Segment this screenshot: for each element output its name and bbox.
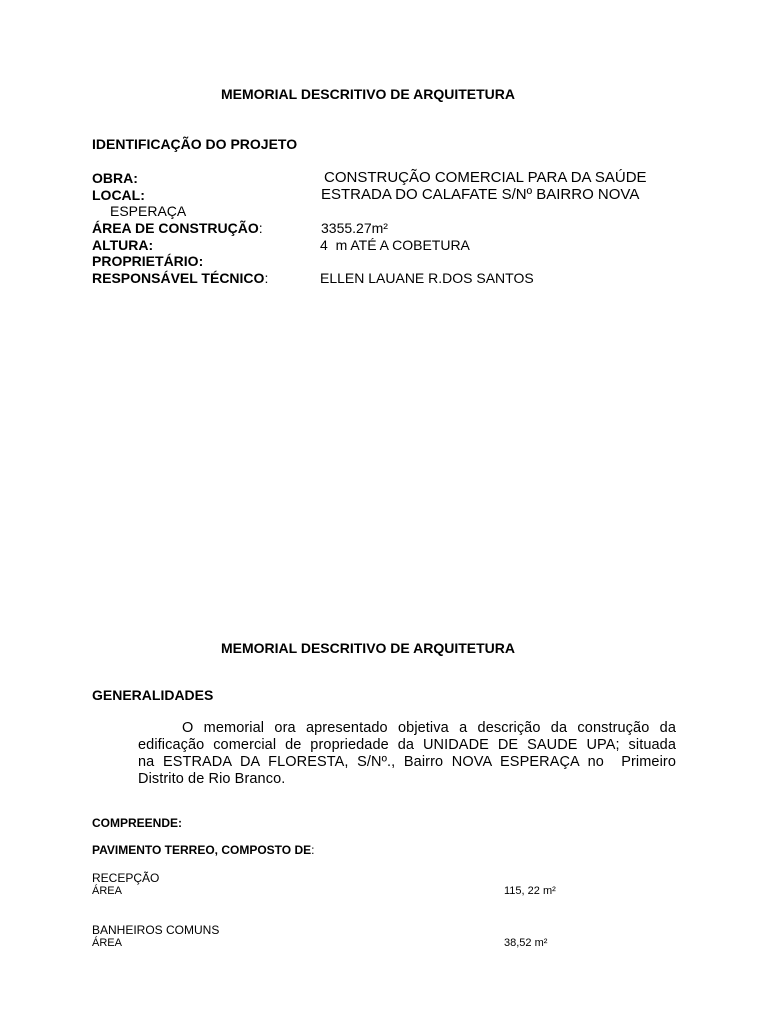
proprietario-label: PROPRIETÁRIO: bbox=[92, 253, 204, 269]
area-construcao-colon: : bbox=[258, 220, 263, 236]
responsavel-tecnico-value: ELLEN LAUANE R.DOS SANTOS bbox=[320, 270, 534, 286]
document-title: MEMORIAL DESCRITIVO DE ARQUITETURA bbox=[221, 86, 516, 102]
section-heading-generalidades: GENERALIDADES bbox=[92, 687, 214, 703]
responsavel-tecnico-colon: : bbox=[264, 270, 269, 286]
responsavel-tecnico-label-text: RESPONSÁVEL TÉCNICO bbox=[92, 270, 265, 286]
pavimento-heading-text: PAVIMENTO TERREO, COMPOSTO DE bbox=[92, 843, 312, 857]
obra-value: CONSTRUÇÃO COMERCIAL PARA DA SAÚDE bbox=[324, 169, 647, 186]
room-area-label: ÁREA bbox=[92, 885, 122, 897]
altura-value: 4 m ATÉ A COBETURA bbox=[320, 237, 470, 253]
paragraph-line: O memorial ora apresentado objetiva a descrição da construção da bbox=[182, 720, 676, 736]
obra-label: OBRA: bbox=[92, 170, 138, 186]
responsavel-tecnico-label bbox=[92, 270, 268, 286]
area-construcao-label bbox=[92, 220, 263, 236]
local-value-continuation: ESPERAÇA bbox=[110, 203, 187, 219]
altura-label: ALTURA: bbox=[92, 237, 154, 253]
section-heading-identificacao: IDENTIFICAÇÃO DO PROJETO bbox=[92, 136, 298, 152]
paragraph-line: na ESTRADA DA FLORESTA, S/Nº., Bairro NOVA ESPERAÇA no Primeiro bbox=[138, 754, 676, 770]
room-area-value: 115, 22 m² bbox=[504, 885, 556, 897]
pavimento-heading-colon: : bbox=[311, 843, 315, 857]
room-name-banheiros: BANHEIROS COMUNS bbox=[92, 923, 220, 937]
local-value: ESTRADA DO CALAFATE S/Nº BAIRRO NOVA bbox=[321, 186, 640, 203]
document-title-2: MEMORIAL DESCRITIVO DE ARQUITETURA bbox=[221, 640, 516, 656]
area-construcao-label-text: ÁREA DE CONSTRUÇÃO bbox=[92, 220, 259, 236]
local-label: LOCAL: bbox=[92, 187, 145, 203]
area-construcao-value: 3355.27m² bbox=[321, 220, 388, 236]
paragraph-line: Distrito de Rio Branco. bbox=[138, 771, 286, 787]
pavimento-heading bbox=[92, 843, 314, 857]
paragraph-line: edificação comercial de propriedade da UNIDADE DE SAUDE UPA; situada bbox=[138, 737, 676, 753]
room-area-value: 38,52 m² bbox=[504, 937, 548, 949]
room-area-label: ÁREA bbox=[92, 937, 122, 949]
compreende-label: COMPREENDE: bbox=[92, 816, 183, 830]
room-name-recepcao: RECEPÇÃO bbox=[92, 871, 160, 885]
generalidades-paragraph bbox=[138, 720, 676, 788]
